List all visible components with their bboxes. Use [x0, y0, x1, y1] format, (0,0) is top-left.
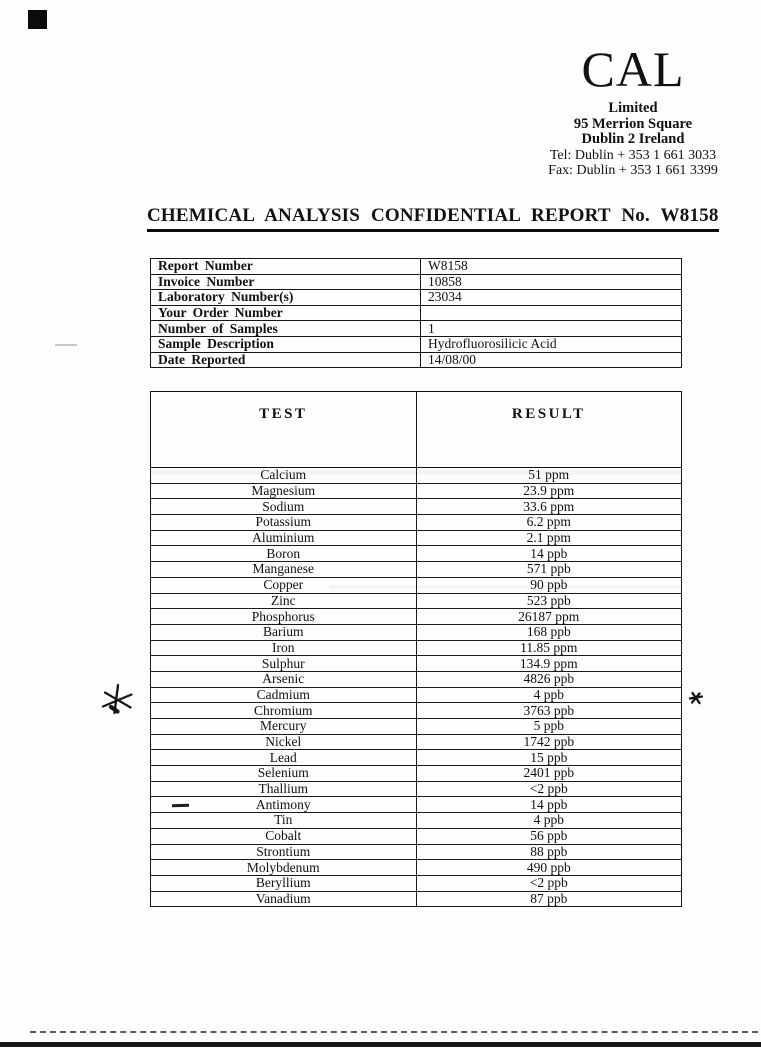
result-row — [151, 640, 682, 656]
test-name: Molybdenum — [151, 860, 417, 876]
test-name: Potassium — [151, 515, 417, 531]
handwritten-asterisk-icon — [98, 680, 136, 720]
test-result: 5 ppb — [416, 719, 682, 735]
test-name: Zinc — [151, 593, 417, 609]
info-label: Date Reported — [151, 352, 421, 368]
telephone-line: Tel: Dublin + 353 1 661 3033 — [549, 147, 717, 163]
test-column-header: TEST — [151, 392, 417, 468]
test-name: Cobalt — [151, 828, 417, 844]
info-value: W8158 — [421, 259, 682, 275]
info-table-row — [151, 336, 682, 352]
test-name: Lead — [151, 750, 417, 766]
info-label: Sample Description — [151, 336, 421, 352]
test-result: 1742 ppb — [416, 734, 682, 750]
test-name: Nickel — [151, 734, 417, 750]
test-result: 56 ppb — [416, 828, 682, 844]
scan-smudge — [330, 585, 682, 589]
result-row — [151, 797, 682, 813]
test-result: 26187 ppm — [416, 609, 682, 625]
result-row — [151, 530, 682, 546]
test-name: Sodium — [151, 499, 417, 515]
result-row — [151, 687, 682, 703]
test-name: Cadmium — [151, 687, 417, 703]
report-title: CHEMICAL ANALYSIS CONFIDENTIAL REPORT No. W8158 — [147, 205, 719, 232]
result-row — [151, 813, 682, 829]
faint-margin-mark — [55, 344, 77, 346]
result-row — [151, 875, 682, 891]
test-name: Aluminium — [151, 530, 417, 546]
test-result: <2 ppb — [416, 875, 682, 891]
test-result: 2401 ppb — [416, 766, 682, 782]
result-row — [151, 828, 682, 844]
info-table-row — [151, 305, 682, 321]
info-table-row — [151, 352, 682, 368]
test-result: 14 ppb — [416, 797, 682, 813]
result-row — [151, 860, 682, 876]
info-label: Report Number — [151, 259, 421, 275]
result-column-header: RESULT — [416, 392, 682, 468]
test-result: 90 ppb — [416, 577, 682, 593]
test-name: Antimony — [151, 797, 417, 813]
result-row — [151, 750, 682, 766]
info-label: Laboratory Number(s) — [151, 290, 421, 306]
test-result: 15 ppb — [416, 750, 682, 766]
result-row — [151, 734, 682, 750]
result-row — [151, 891, 682, 907]
analysis-results-table — [150, 391, 682, 907]
test-name: Manganese — [151, 562, 417, 578]
result-row — [151, 546, 682, 562]
test-result: 51 ppm — [416, 468, 682, 484]
test-result: 6.2 ppm — [416, 515, 682, 531]
result-row — [151, 593, 682, 609]
info-label: Your Order Number — [151, 305, 421, 321]
test-name: Magnesium — [151, 483, 417, 499]
bottom-dashed-scan-line — [30, 1031, 758, 1033]
test-result: <2 ppb — [416, 781, 682, 797]
result-row — [151, 719, 682, 735]
test-name: Mercury — [151, 719, 417, 735]
info-value: 14/08/00 — [421, 352, 682, 368]
test-name: Iron — [151, 640, 417, 656]
result-row — [151, 781, 682, 797]
test-result: 4 ppb — [416, 813, 682, 829]
result-row — [151, 515, 682, 531]
company-name: Limited — [608, 100, 658, 116]
test-result: 33.6 ppm — [416, 499, 682, 515]
fax-line: Fax: Dublin + 353 1 661 3399 — [548, 163, 718, 178]
result-row — [151, 766, 682, 782]
test-name: Boron — [151, 546, 417, 562]
test-result: 134.9 ppm — [416, 656, 682, 672]
test-result: 523 ppb — [416, 593, 682, 609]
info-table-row — [151, 321, 682, 337]
test-name: Calcium — [151, 468, 417, 484]
test-result: 490 ppb — [416, 860, 682, 876]
test-name: Arsenic — [151, 671, 417, 687]
test-name: Phosphorus — [151, 609, 417, 625]
info-label: Invoice Number — [151, 274, 421, 290]
result-row — [151, 562, 682, 578]
test-result: 11.85 ppm — [416, 640, 682, 656]
result-row — [151, 499, 682, 515]
test-name: Barium — [151, 624, 417, 640]
address-line-1: 95 Merrion Square — [573, 115, 693, 132]
test-result: 168 ppb — [416, 624, 682, 640]
bottom-scan-edge-bar — [0, 1042, 761, 1047]
address-line-2: Dublin 2 Ireland — [581, 131, 685, 147]
result-row — [151, 844, 682, 860]
info-table-row — [151, 274, 682, 290]
test-result: 571 ppb — [416, 562, 682, 578]
test-name: Copper — [151, 577, 417, 593]
report-info-table — [150, 258, 682, 368]
test-result: 23.9 ppm — [416, 483, 682, 499]
scan-corner-mark-icon — [28, 10, 47, 29]
test-name: Vanadium — [151, 891, 417, 907]
pen-dash-mark — [172, 804, 189, 808]
test-result: 4 ppb — [416, 687, 682, 703]
test-name: Sulphur — [151, 656, 417, 672]
result-row — [151, 609, 682, 625]
info-value: Hydrofluorosilicic Acid — [421, 336, 682, 352]
test-name: Strontium — [151, 844, 417, 860]
company-logo: CAL — [581, 41, 685, 97]
info-label: Number of Samples — [151, 321, 421, 337]
test-result: 88 ppb — [416, 844, 682, 860]
info-value: 10858 — [421, 274, 682, 290]
test-result: 4826 ppb — [416, 671, 682, 687]
info-table-row — [151, 290, 682, 306]
result-row — [151, 483, 682, 499]
test-name: Chromium — [151, 703, 417, 719]
result-row — [151, 671, 682, 687]
result-row — [151, 656, 682, 672]
scan-smudge — [150, 470, 682, 475]
test-name: Thallium — [151, 781, 417, 797]
letterhead — [532, 41, 734, 179]
test-name: Tin — [151, 813, 417, 829]
test-name: Beryllium — [151, 875, 417, 891]
test-result: 87 ppb — [416, 891, 682, 907]
info-value: 23034 — [421, 290, 682, 306]
result-row — [151, 703, 682, 719]
result-row — [151, 624, 682, 640]
info-value: 1 — [421, 321, 682, 337]
test-result: 3763 ppb — [416, 703, 682, 719]
test-name: Selenium — [151, 766, 417, 782]
info-table-row — [151, 259, 682, 275]
test-result: 2.1 ppm — [416, 530, 682, 546]
test-result: 14 ppb — [416, 546, 682, 562]
info-value — [421, 305, 682, 321]
results-header-row — [151, 392, 682, 468]
handwritten-asterisk-small-icon — [688, 691, 704, 705]
